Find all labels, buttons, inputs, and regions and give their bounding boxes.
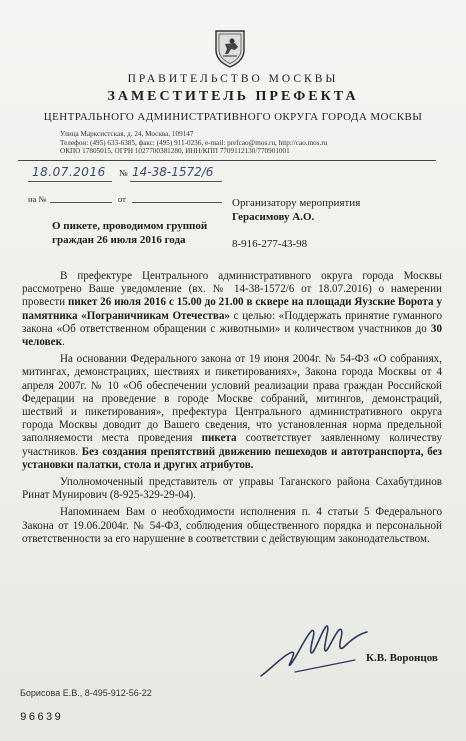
body-paragraph: На основании Федерального закона от 19 июня 2004г. № 54-ФЗ «О собраниях, митингах, демонстрациях, шествиях и пикетированиях», Закона города Москвы от 4 апреля 2007г. № 10 «Об обеспечении условий реализации права граждан Российской Федерации на проведение в городе Москве собраний, митингов, демонстраций, шествий и пикетирования», префектура Центрального административного округа города Москвы доводит до Вашего сведения, что установленная норма предельной заполняемости места проведения пикета соответствует заявленному количеству участников. Без создания препятствий движению пешеходов и автотранспорта, без установки палатки, стола и других атрибутов. xyxy=(22,353,442,471)
subject-line: граждан 26 июля 2016 года xyxy=(52,234,186,246)
contacts-line: Телефон: (495) 633-6385, факс: (495) 911-0236, e-mail: prefcao@mos.ru, http://cao.mos.ru xyxy=(60,138,328,147)
subject-line: О пикете, проводимом группой xyxy=(52,220,208,232)
reference-number-label: на № xyxy=(28,194,47,204)
body-paragraph: Уполномоченный представитель от управы Таганского района Сахабутдинов Ринат Мунирович (8-925-329-29-04). xyxy=(22,476,442,502)
recipient-block xyxy=(232,196,432,251)
contact-address-block xyxy=(60,130,420,156)
registry-codes-line: ОКПО 17805015, ОГРН 1027700381280, ИНН/КПП 7709112130/770901001 xyxy=(60,147,290,156)
handwritten-date: 18.07.2016 xyxy=(32,165,106,179)
document-serial-number: 96639 xyxy=(20,712,64,724)
handwritten-reg-number: 14-38-1572/6 xyxy=(132,165,214,179)
reference-date-line xyxy=(132,202,222,203)
reference-date-label: от xyxy=(118,194,126,204)
letter-body xyxy=(22,270,442,550)
executor-contact: Борисова Е.В., 8-495-912-56-22 xyxy=(20,688,152,698)
government-title: ПРАВИТЕЛЬСТВО МОСКВЫ xyxy=(127,73,339,85)
date-underline xyxy=(28,181,112,182)
address-line: Улица Марксистская, д. 24, Москва, 109147 xyxy=(60,130,194,138)
district-title: ЦЕНТРАЛЬНОГО АДМИНИСТРАТИВНОГО ОКРУГА ГОРОДА МОСКВЫ xyxy=(43,111,423,123)
deputy-prefect-title: ЗАМЕСТИТЕЛЬ ПРЕФЕКТА xyxy=(107,89,359,104)
moscow-coat-of-arms-icon xyxy=(213,28,247,68)
body-paragraph: Напоминаем Вам о необходимости исполнения п. 4 статьи 5 Федерального Закона от 19.06.2004г. № 54-ФЗ, соблюдения общественного порядка и персональной ответственности за его нарушение в соответствии с действующим законодательством. xyxy=(22,506,442,545)
header-divider xyxy=(18,160,436,161)
number-sign: № xyxy=(119,168,128,178)
body-paragraph: В префектуре Центрального административного округа города Москвы рассмотрено Ваше уведомление (вх. № 14-38-1572/6 от 18.07.2016) о намерении провести пикет 26 июля 2016 с 15.00 до 21.00 в сквере на площади Яузские Ворота у памятника «Пограничникам Отечества» с целью: «Поддержать принятие гуманного закона «Об ответственном обращении с животными» и количеством участников до 30 человек. xyxy=(22,270,443,349)
reference-number-line xyxy=(50,202,112,203)
signer-name: К.В. Воронцов xyxy=(366,652,438,664)
recipient-name: Герасимову А.О. xyxy=(232,211,315,223)
recipient-phone: 8-916-277-43-98 xyxy=(232,238,308,250)
recipient-organization: Организатору мероприятия xyxy=(232,197,361,209)
number-underline xyxy=(130,181,222,182)
subject-heading xyxy=(52,219,232,247)
handwritten-signature xyxy=(255,612,375,692)
